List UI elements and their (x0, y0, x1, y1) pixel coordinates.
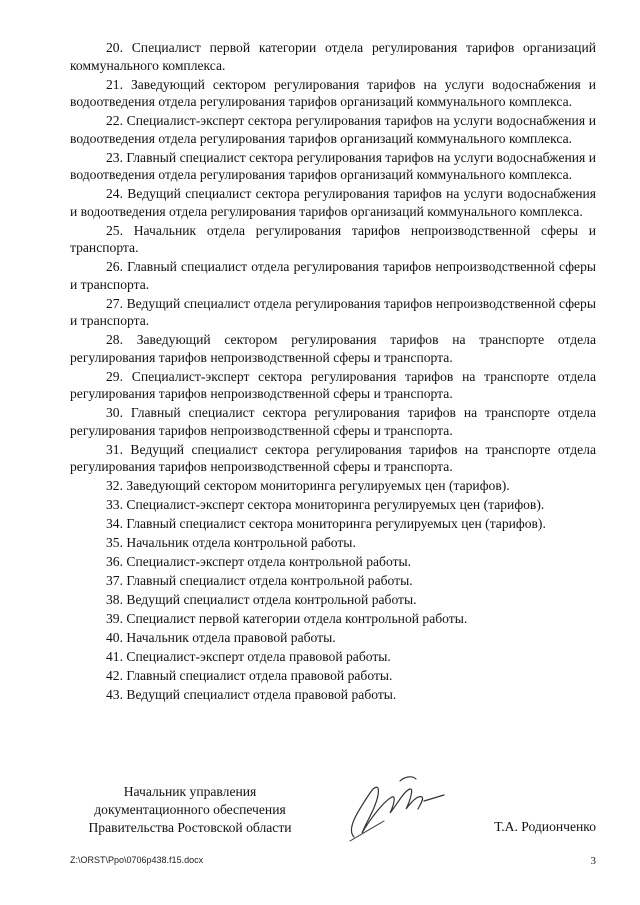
page-number: 3 (590, 855, 596, 867)
list-item: 37. Главный специалист отдела контрольной работы. (106, 573, 413, 588)
list-item: 28. Заведующий сектором регулирования тарифов на транспорте отдела регулирования тарифов непроизводственной сферы и транспорта. (70, 332, 596, 365)
list-item: 32. Заведующий сектором мониторинга регулируемых цен (тарифов). (106, 478, 510, 493)
signatory-title-line: документационного обеспечения (94, 802, 286, 817)
handwritten-signature (340, 771, 450, 851)
signatory-title-line: Начальник управления (123, 784, 257, 799)
signatory-title (70, 783, 310, 837)
list-item: 25. Начальник отдела регулирования тарифов непроизводственной сферы и транспорта. (70, 222, 596, 255)
list-item: 42. Главный специалист отдела правовой работы. (106, 668, 393, 683)
list-item: 40. Начальник отдела правовой работы. (106, 630, 336, 645)
list-item: 39. Специалист первой категории отдела контрольной работы. (106, 611, 468, 626)
list-item: 23. Главный специалист сектора регулирования тарифов на услуги водоснабжения и водоотведения отдела регулирования тарифов организаций коммунального комплекса. (70, 149, 596, 182)
list-item: 26. Главный специалист отдела регулирования тарифов непроизводственной сферы и транспорта. (70, 259, 596, 292)
page-footer (70, 855, 596, 869)
list-item: 35. Начальник отдела контрольной работы. (106, 535, 356, 550)
list-item: 24. Ведущий специалист сектора регулирования тарифов на услуги водоснабжения и водоотведения отдела регулирования тарифов организаций коммунального комплекса. (70, 186, 596, 219)
signatory-name: Т.А. Родионченко (494, 819, 596, 834)
list-item: 36. Специалист-эксперт отдела контрольной работы. (106, 554, 412, 569)
list-item: 33. Специалист-эксперт сектора мониторинга регулируемых цен (тарифов). (106, 497, 545, 512)
list-item: 30. Главный специалист сектора регулирования тарифов на транспорте отдела регулирования тарифов непроизводственной сферы и транспорта. (70, 405, 596, 438)
file-path: Z:\ORST\Ppo\0706p438.f15.docx (70, 855, 204, 865)
list-item: 43. Ведущий специалист отдела правовой работы. (106, 687, 397, 702)
signatory-title-line: Правительства Ростовской области (88, 820, 292, 835)
list-item: 22. Специалист-эксперт сектора регулирования тарифов на услуги водоснабжения и водоотведения отдела регулирования тарифов организаций коммунального комплекса. (70, 113, 596, 146)
list-item: 29. Специалист-эксперт сектора регулирования тарифов на транспорте отдела регулирования тарифов непроизводственной сферы и транспорта. (70, 368, 596, 401)
list-item: 34. Главный специалист сектора мониторинга регулируемых цен (тарифов). (106, 516, 546, 531)
signature-area (70, 783, 596, 843)
list-item: 21. Заведующий сектором регулирования тарифов на услуги водоснабжения и водоотведения отдела регулирования тарифов организаций коммунального комплекса. (70, 76, 596, 109)
list-item: 41. Специалист-эксперт отдела правовой работы. (106, 649, 391, 664)
position-list (70, 39, 596, 705)
list-item: 20. Специалист первой категории отдела регулирования тарифов организаций коммунального комплекса. (70, 40, 596, 73)
list-item: 31. Ведущий специалист сектора регулирования тарифов на транспорте отдела регулирования тарифов непроизводственной сферы и транспорта. (70, 441, 596, 474)
list-item: 38. Ведущий специалист отдела контрольной работы. (106, 592, 417, 607)
list-item: 27. Ведущий специалист отдела регулирования тарифов непроизводственной сферы и транспорта. (70, 295, 596, 328)
